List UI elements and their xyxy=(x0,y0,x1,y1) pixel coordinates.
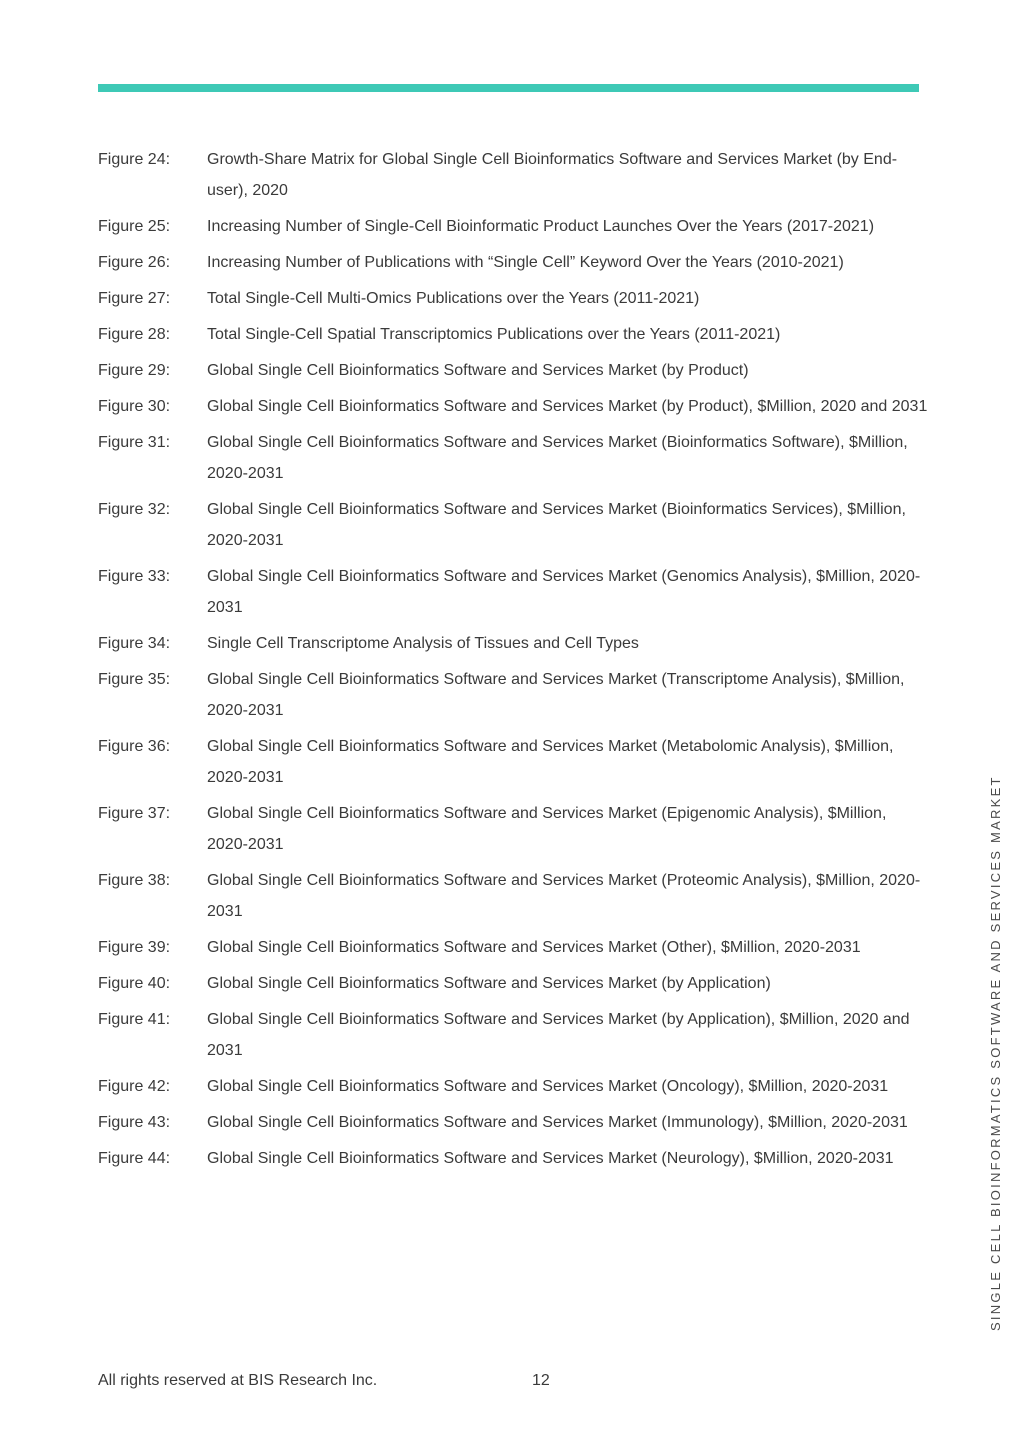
list-item[interactable] xyxy=(98,1143,928,1174)
list-item[interactable] xyxy=(98,283,928,314)
list-item[interactable] xyxy=(98,494,928,556)
figure-label: Figure 24: xyxy=(98,151,171,168)
figure-label: Figure 31: xyxy=(98,434,171,451)
figure-label: Figure 32: xyxy=(98,501,171,518)
figure-label: Figure 42: xyxy=(98,1078,171,1095)
list-item[interactable] xyxy=(98,865,928,927)
figure-label: Figure 35: xyxy=(98,671,171,688)
list-item[interactable] xyxy=(98,932,928,963)
figure-title: Global Single Cell Bioinformatics Software and Services Market (by Product), $Million, 2020 and 2031 xyxy=(207,398,928,415)
figure-title: Global Single Cell Bioinformatics Software and Services Market (Bioinformatics Software), $Million, 2020-2031 xyxy=(207,434,908,482)
list-item[interactable] xyxy=(98,247,928,278)
figure-label: Figure 30: xyxy=(98,398,171,415)
list-item[interactable] xyxy=(98,968,928,999)
figure-title: Global Single Cell Bioinformatics Software and Services Market (Neurology), $Million, 2020-2031 xyxy=(207,1150,894,1167)
figure-title: Global Single Cell Bioinformatics Software and Services Market (Oncology), $Million, 2020-2031 xyxy=(207,1078,889,1095)
figure-label: Figure 28: xyxy=(98,326,171,343)
footer-copyright: All rights reserved at BIS Research Inc. xyxy=(98,1372,378,1389)
figure-title: Global Single Cell Bioinformatics Software and Services Market (Genomics Analysis), $Million, 2020-2031 xyxy=(207,568,921,616)
list-item[interactable] xyxy=(98,211,928,242)
figure-label: Figure 29: xyxy=(98,362,171,379)
list-item[interactable] xyxy=(98,664,928,726)
list-item[interactable] xyxy=(98,628,928,659)
list-item[interactable] xyxy=(98,798,928,860)
list-item[interactable] xyxy=(98,427,928,489)
list-item[interactable] xyxy=(98,731,928,793)
list-item[interactable] xyxy=(98,1071,928,1102)
figure-label: Figure 38: xyxy=(98,872,171,889)
figure-title: Global Single Cell Bioinformatics Software and Services Market (by Application) xyxy=(207,975,771,992)
page-number: 12 xyxy=(532,1372,550,1389)
vertical-report-title: SINGLE CELL BIOINFORMATICS SOFTWARE AND SERVICES MARKET xyxy=(988,775,1003,1331)
list-item[interactable] xyxy=(98,391,928,422)
figure-title: Total Single-Cell Multi-Omics Publications over the Years (2011-2021) xyxy=(207,290,700,307)
figure-title: Global Single Cell Bioinformatics Software and Services Market (Transcriptome Analysis), $Million, 2020-2031 xyxy=(207,671,905,719)
figure-title: Growth-Share Matrix for Global Single Cell Bioinformatics Software and Services Market (by End-user), 2020 xyxy=(207,151,898,199)
figure-label: Figure 44: xyxy=(98,1150,171,1167)
figure-title: Global Single Cell Bioinformatics Software and Services Market (Other), $Million, 2020-2031 xyxy=(207,939,861,956)
list-item[interactable] xyxy=(98,1107,928,1138)
figure-label: Figure 25: xyxy=(98,218,171,235)
figure-title: Increasing Number of Publications with “Single Cell” Keyword Over the Years (2010-2021) xyxy=(207,254,844,271)
list-item[interactable] xyxy=(98,1004,928,1066)
figure-title: Global Single Cell Bioinformatics Software and Services Market (Proteomic Analysis), $Million, 2020-2031 xyxy=(207,872,921,920)
figure-label: Figure 39: xyxy=(98,939,171,956)
figure-title: Increasing Number of Single-Cell Bioinformatic Product Launches Over the Years (2017-2021) xyxy=(207,218,875,235)
figure-label: Figure 37: xyxy=(98,805,171,822)
list-item[interactable] xyxy=(98,355,928,386)
figure-title: Global Single Cell Bioinformatics Software and Services Market (by Product) xyxy=(207,362,749,379)
figure-title: Global Single Cell Bioinformatics Software and Services Market (by Application), $Million, 2020 and 2031 xyxy=(207,1011,910,1059)
figure-label: Figure 41: xyxy=(98,1011,171,1028)
figure-title: Global Single Cell Bioinformatics Software and Services Market (Epigenomic Analysis), $Million, 2020-2031 xyxy=(207,805,887,853)
figure-title: Total Single-Cell Spatial Transcriptomics Publications over the Years (2011-2021) xyxy=(207,326,781,343)
figure-title: Global Single Cell Bioinformatics Software and Services Market (Bioinformatics Services), $Million, 2020-2031 xyxy=(207,501,906,549)
figure-label: Figure 40: xyxy=(98,975,171,992)
figure-label: Figure 26: xyxy=(98,254,171,271)
figure-title: Global Single Cell Bioinformatics Software and Services Market (Metabolomic Analysis), $Million, 2020-2031 xyxy=(207,738,894,786)
figure-title: Single Cell Transcriptome Analysis of Tissues and Cell Types xyxy=(207,635,639,652)
list-of-figures xyxy=(98,144,928,1179)
list-item[interactable] xyxy=(98,561,928,623)
figure-label: Figure 36: xyxy=(98,738,171,755)
figure-label: Figure 43: xyxy=(98,1114,171,1131)
figure-label: Figure 34: xyxy=(98,635,171,652)
top-accent-rule xyxy=(98,84,919,92)
figure-title: Global Single Cell Bioinformatics Software and Services Market (Immunology), $Million, 2020-2031 xyxy=(207,1114,908,1131)
figure-label: Figure 33: xyxy=(98,568,171,585)
list-item[interactable] xyxy=(98,144,928,206)
figure-label: Figure 27: xyxy=(98,290,171,307)
list-item[interactable] xyxy=(98,319,928,350)
